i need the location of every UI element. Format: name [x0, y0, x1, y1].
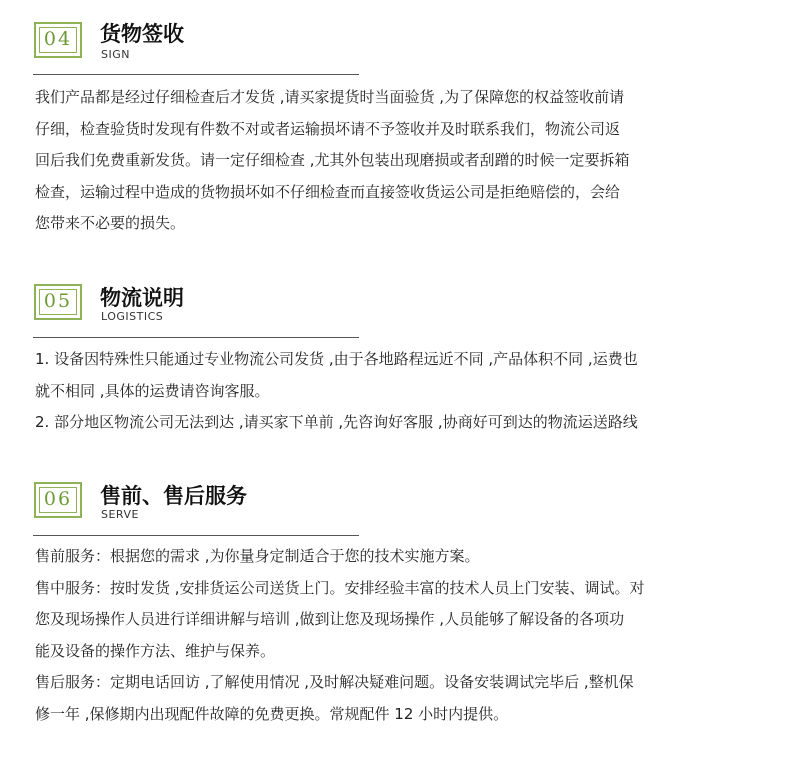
section-number-badge [34, 482, 82, 518]
body-line: 售后服务：定期电话回访 ,了解使用情况 ,及时解决疑难问题。设备安装调试完毕后 ,整机保 [35, 673, 634, 691]
section-title: 物流说明 [100, 286, 184, 310]
body-line: 回后我们免费重新发货。请一定仔细检查 ,尤其外包装出现磨损或者刮蹭的时候一定要拆箱 [35, 151, 630, 169]
body-line: 能及设备的操作方法、维护与保养。 [35, 641, 276, 660]
section-subtitle: SERVE [101, 508, 139, 521]
section-number: 04 [43, 28, 73, 50]
section-body [35, 344, 770, 439]
section-body [35, 82, 770, 240]
section-serve [0, 478, 790, 768]
section-number-badge [34, 284, 82, 320]
section-body [35, 541, 770, 730]
body-line: 修一年 ,保修期内出现配件故障的免费更换。常规配件 12 小时内提供。 [35, 704, 509, 723]
body-line: 我们产品都是经过仔细检查后才发货 ,请买家提货时当面验货 ,为了保障您的权益签收前请 [35, 88, 625, 106]
body-line: 检查，运输过程中造成的货物损坏如不仔细检查而直接签收货运公司是拒绝赔偿的，会给 [35, 182, 621, 201]
section-title: 售前、售后服务 [100, 484, 247, 508]
section-title: 货物签收 [100, 22, 184, 46]
body-line: 您及现场操作人员进行详细讲解与培训 ,做到让您及现场操作 ,人员能够了解设备的各项功 [35, 610, 625, 628]
section-divider [33, 74, 359, 75]
body-line: 仔细，检查验货时发现有件数不对或者运输损坏请不予签收并及时联系我们，物流公司返 [35, 119, 621, 138]
body-line: 售中服务：按时发货 ,安排货运公司送货上门。安排经验丰富的技术人员上门安装、调试。对 [35, 578, 645, 597]
body-line: 就不相同 ,具体的运费请咨询客服。 [35, 381, 270, 400]
section-subtitle: SIGN [101, 48, 130, 61]
body-line: 您带来不必要的损失。 [35, 214, 186, 232]
section-number: 05 [43, 290, 73, 312]
body-line: 售前服务：根据您的需求 ,为你量身定制适合于您的技术实施方案。 [35, 547, 480, 565]
section-logistics [0, 280, 790, 450]
section-sign [0, 0, 790, 250]
section-divider [33, 337, 359, 338]
section-number: 06 [43, 488, 73, 510]
section-number-badge [34, 22, 82, 58]
section-divider [33, 535, 359, 536]
body-line: 2. 部分地区物流公司无法到达 ,请买家下单前 ,先咨询好客服 ,协商好可到达的物流运送路线 [35, 413, 638, 431]
section-subtitle: LOGISTICS [101, 310, 164, 323]
body-line: 1. 设备因特殊性只能通过专业物流公司发货 ,由于各地路程远近不同 ,产品体积不同 ,运费也 [35, 350, 638, 368]
